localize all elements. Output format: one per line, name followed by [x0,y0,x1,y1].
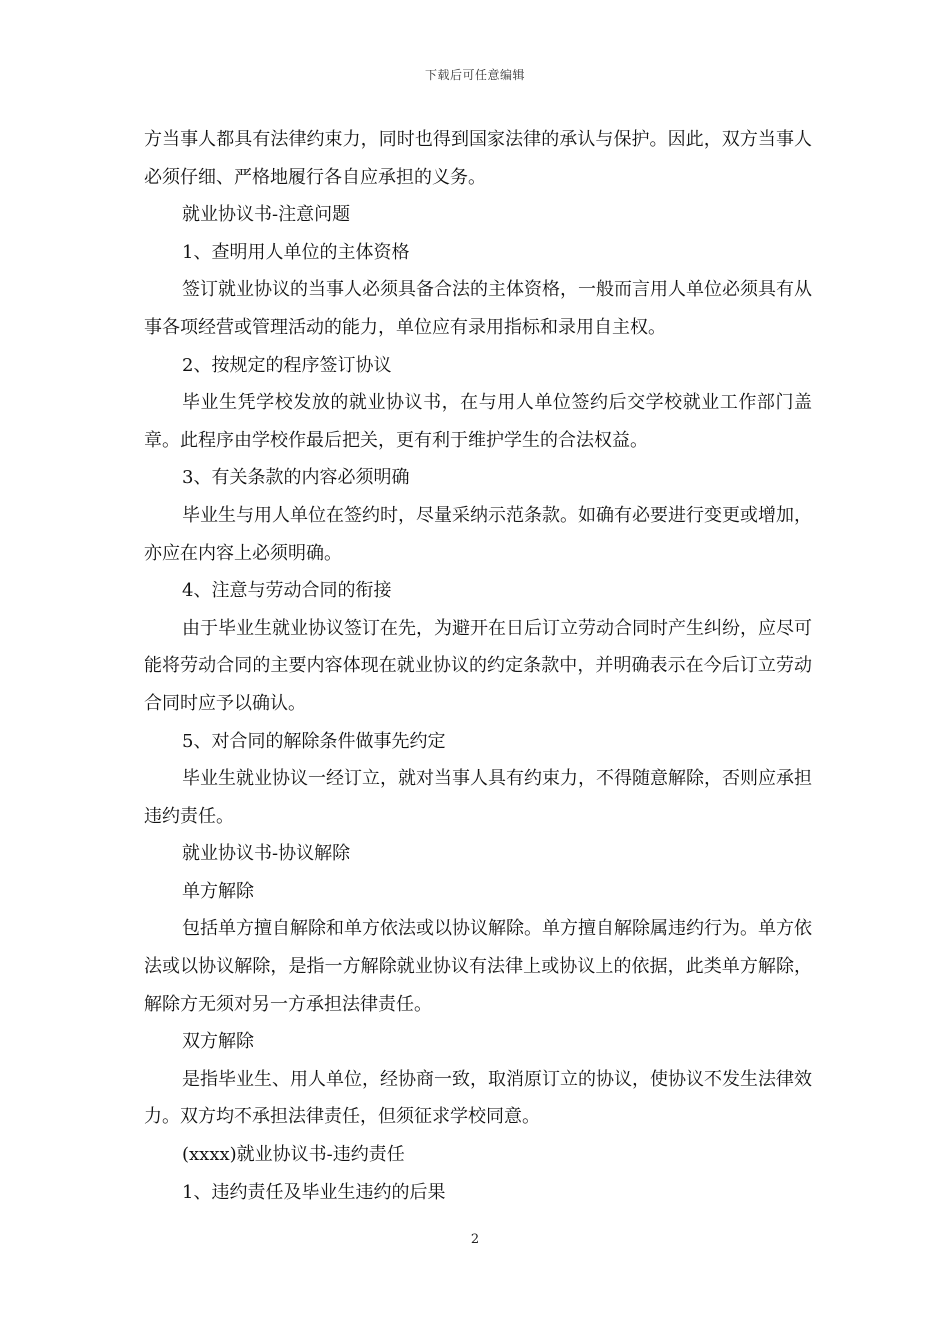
paragraph: 方当事人都具有法律约束力，同时也得到国家法律的承认与保护。因此，双方当事人必须仔细、严格地履行各自应承担的义务。 [144,129,812,188]
sub-heading: 单方解除 [182,880,254,902]
sub-heading: 3、有关条款的内容必须明确 [182,467,410,489]
paragraph: 毕业生与用人单位在签约时，尽量采纳示范条款。如确有必要进行变更或增加，亦应在内容上必须明确。 [144,504,812,564]
paragraph: 毕业生凭学校发放的就业协议书，在与用人单位签约后交学校就业工作部门盖章。此程序由学校作最后把关，更有利于维护学生的合法权益。 [144,392,812,451]
paragraph: 毕业生就业协议一经订立，就对当事人具有约束力，不得随意解除，否则应承担违约责任。 [144,768,812,827]
document-body [144,121,812,1211]
paragraph: 由于毕业生就业协议签订在先，为避开在日后订立劳动合同时产生纠纷，应尽可能将劳动合同的主要内容体现在就业协议的约定条款中，并明确表示在今后订立劳动合同时应予以确认。 [144,617,812,714]
sub-heading: 1、查明用人单位的主体资格 [182,241,410,263]
section-heading: 就业协议书-注意问题 [182,204,351,226]
sub-heading: 4、注意与劳动合同的衔接 [182,580,392,602]
paragraph: 签订就业协议的当事人必须具备合法的主体资格，一般而言用人单位必须具有从事各项经营或管理活动的能力，单位应有录用指标和录用自主权。 [144,279,812,338]
sub-heading: 2、按规定的程序签订协议 [182,354,392,376]
page-number: 2 [470,1232,480,1247]
sub-heading: 5、对合同的解除条件做事先约定 [182,730,446,752]
section-heading: 就业协议书-协议解除 [182,843,351,865]
sub-heading: 1、违约责任及毕业生违约的后果 [182,1181,446,1203]
sub-heading: 双方解除 [182,1031,254,1053]
page-header: 下载后可任意编辑 [424,68,525,82]
section-heading: (xxxx)就业协议书-违约责任 [182,1144,405,1166]
paragraph: 包括单方擅自解除和单方依法或以协议解除。单方擅自解除属违约行为。单方依法或以协议解除，是指一方解除就业协议有法律上或协议上的依据，此类单方解除，解除方无须对另一方承担法律责任。 [144,918,812,1015]
paragraph: 是指毕业生、用人单位，经协商一致，取消原订立的协议，使协议不发生法律效力。双方均不承担法律责任，但须征求学校同意。 [144,1068,812,1128]
